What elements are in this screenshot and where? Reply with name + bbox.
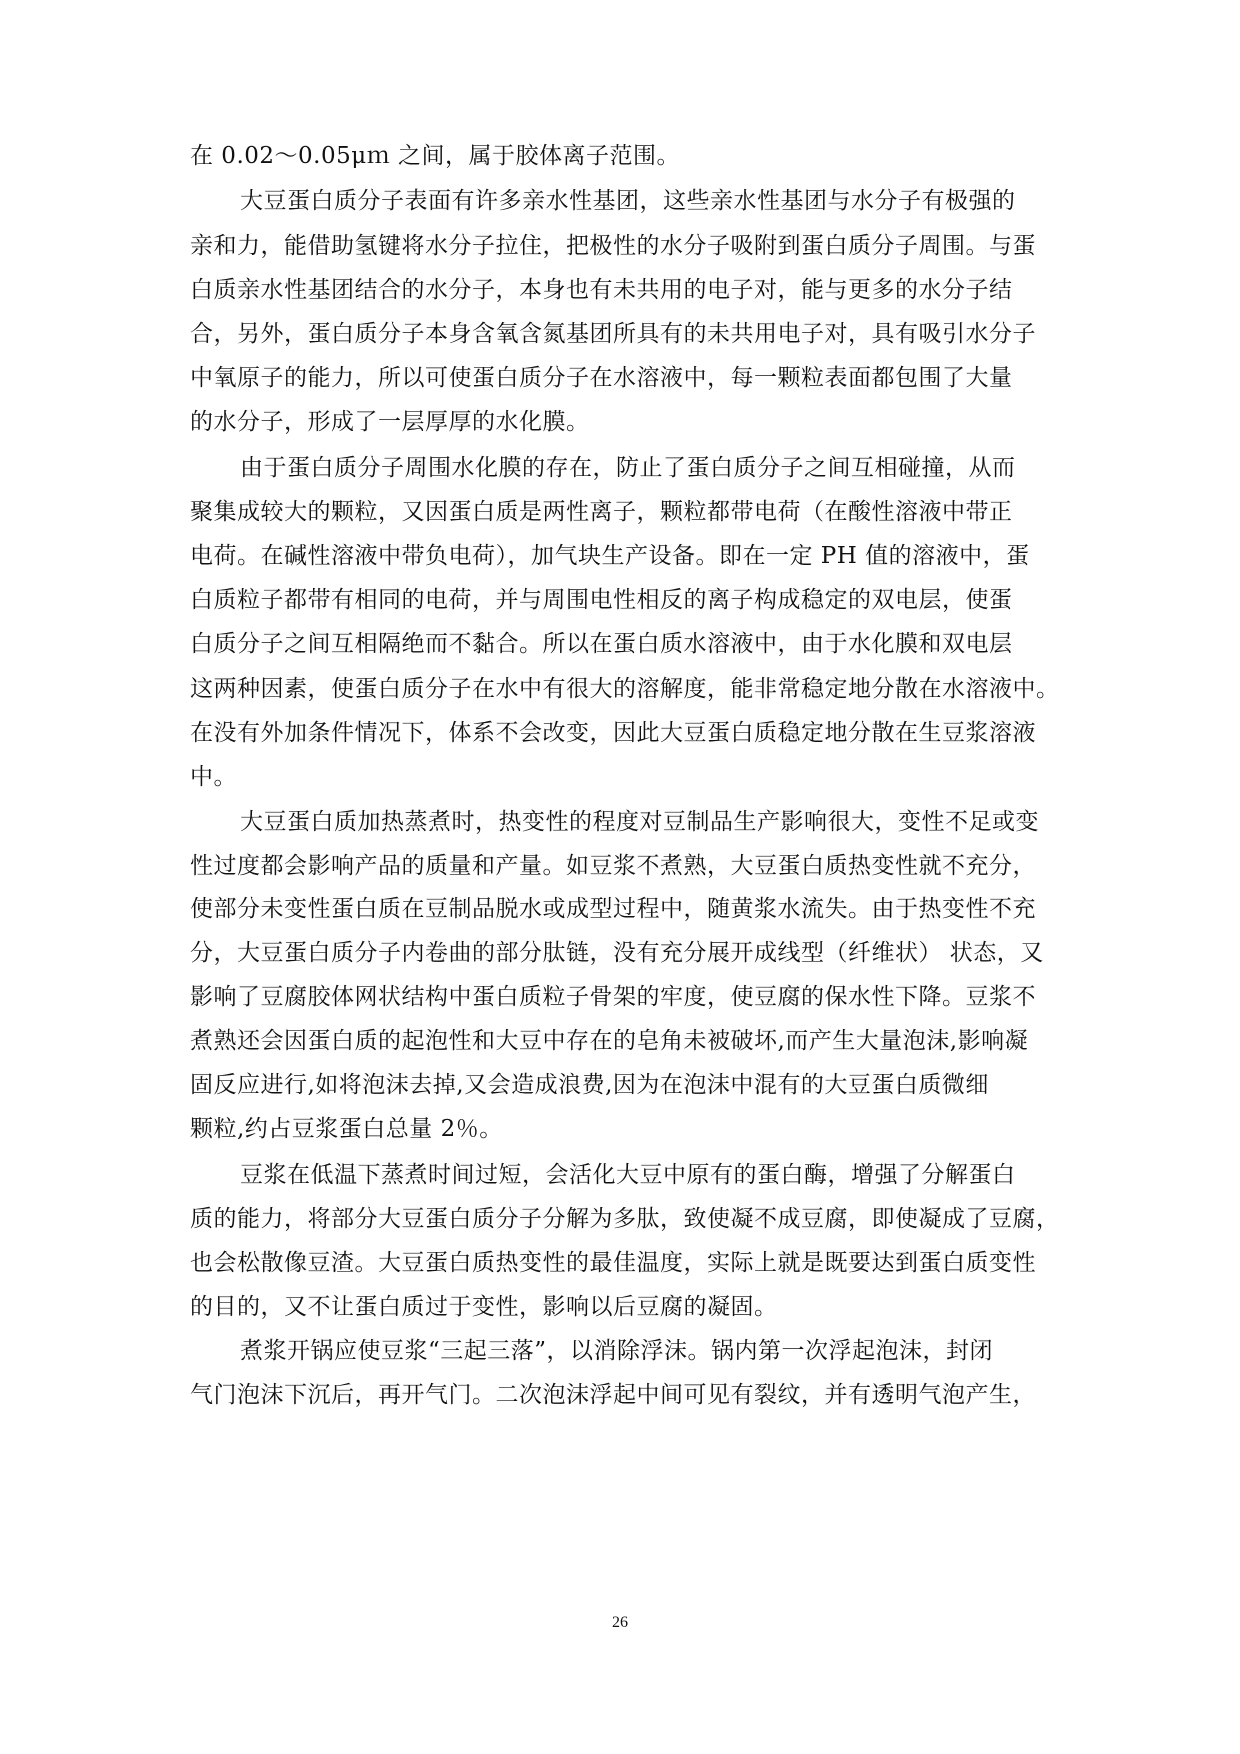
text-line: 的水分子，形成了一层厚厚的水化膜。 [190,409,590,435]
text-line: 中。 [190,764,237,790]
text-line: 由于蛋白质分子周围水化膜的存在，防止了蛋白质分子之间互相碰撞，从而 [240,455,1016,481]
text-line: 在没有外加条件情况下，体系不会改变，因此大豆蛋白质稳定地分散在生豆浆溶液 [190,720,1036,746]
text-line: 性过度都会影响产品的质量和产量。如豆浆不煮熟，大豆蛋白质热变性就不充分， [190,853,1036,879]
text-line: 颗粒,约占豆浆蛋白总量 2％。 [190,1116,503,1142]
page-number: 26 [612,1614,628,1631]
text-line: 质的能力，将部分大豆蛋白质分子分解为多肽，致使凝不成豆腐，即使凝成了豆腐， [190,1206,1060,1232]
text-line: 固反应进行,如将泡沫去掉,又会造成浪费,因为在泡沫中混有的大豆蛋白质微细 [190,1072,989,1098]
text-line: 电荷。在碱性溶液中带负电荷），加气块生产设备。即在一定 PH 值的溶液中，蛋 [190,543,1030,569]
text-line: 也会松散像豆渣。大豆蛋白质热变性的最佳温度，实际上就是既要达到蛋白质变性 [190,1250,1036,1276]
text-line: 豆浆在低温下蒸煮时间过短，会活化大豆中原有的蛋白酶，增强了分解蛋白 [240,1162,1016,1188]
text-line: 在 0.02～0.05μｍ 之间，属于胶体离子范围。 [190,143,680,169]
text-line: 使部分未变性蛋白质在豆制品脱水或成型过程中，随黄浆水流失。由于热变性不充 [190,896,1036,922]
text-line: 大豆蛋白质加热蒸煮时，热变性的程度对豆制品生产影响很大，变性不足或变 [240,809,1039,835]
text-line: 合，另外，蛋白质分子本身含氧含氮基团所具有的未共用电子对，具有吸引水分子 [190,321,1036,347]
text-line: 亲和力，能借助氢键将水分子拉住，把极性的水分子吸附到蛋白质分子周围。与蛋 [190,233,1036,259]
text-line: 这两种因素，使蛋白质分子在水中有很大的溶解度，能非常稳定地分散在水溶液中。 [190,676,1060,702]
text-line: 中氧原子的能力，所以可使蛋白质分子在水溶液中，每一颗粒表面都包围了大量 [190,365,1013,391]
text-line: 大豆蛋白质分子表面有许多亲水性基团，这些亲水性基团与水分子有极强的 [240,188,1016,214]
text-line: 的目的，又不让蛋白质过于变性，影响以后豆腐的凝固。 [190,1294,778,1320]
text-line: 白质分子之间互相隔绝而不黏合。所以在蛋白质水溶液中，由于水化膜和双电层 [190,631,1013,657]
text-line: 白质粒子都带有相同的电荷，并与周围电性相反的离子构成稳定的双电层，使蛋 [190,587,1013,613]
text-line: 煮浆开锅应使豆浆“三起三落”，以消除浮沫。锅内第一次浮起泡沫，封闭 [240,1338,994,1364]
text-line: 气门泡沫下沉后，再开气门。二次泡沫浮起中间可见有裂纹，并有透明气泡产生， [190,1382,1036,1408]
text-line: 分，大豆蛋白质分子内卷曲的部分肽链，没有充分展开成线型（纤维状） 状态，又 [190,940,1044,966]
text-line: 白质亲水性基团结合的水分子，本身也有未共用的电子对，能与更多的水分子结 [190,277,1013,303]
text-line: 聚集成较大的颗粒，又因蛋白质是两性离子，颗粒都带电荷（在酸性溶液中带正 [190,499,1013,525]
text-line: 煮熟还会因蛋白质的起泡性和大豆中存在的皂角未被破坏,而产生大量泡沫,影响凝 [190,1028,1029,1054]
text-line: 影响了豆腐胶体网状结构中蛋白质粒子骨架的牢度，使豆腐的保水性下降。豆浆不 [190,984,1036,1010]
